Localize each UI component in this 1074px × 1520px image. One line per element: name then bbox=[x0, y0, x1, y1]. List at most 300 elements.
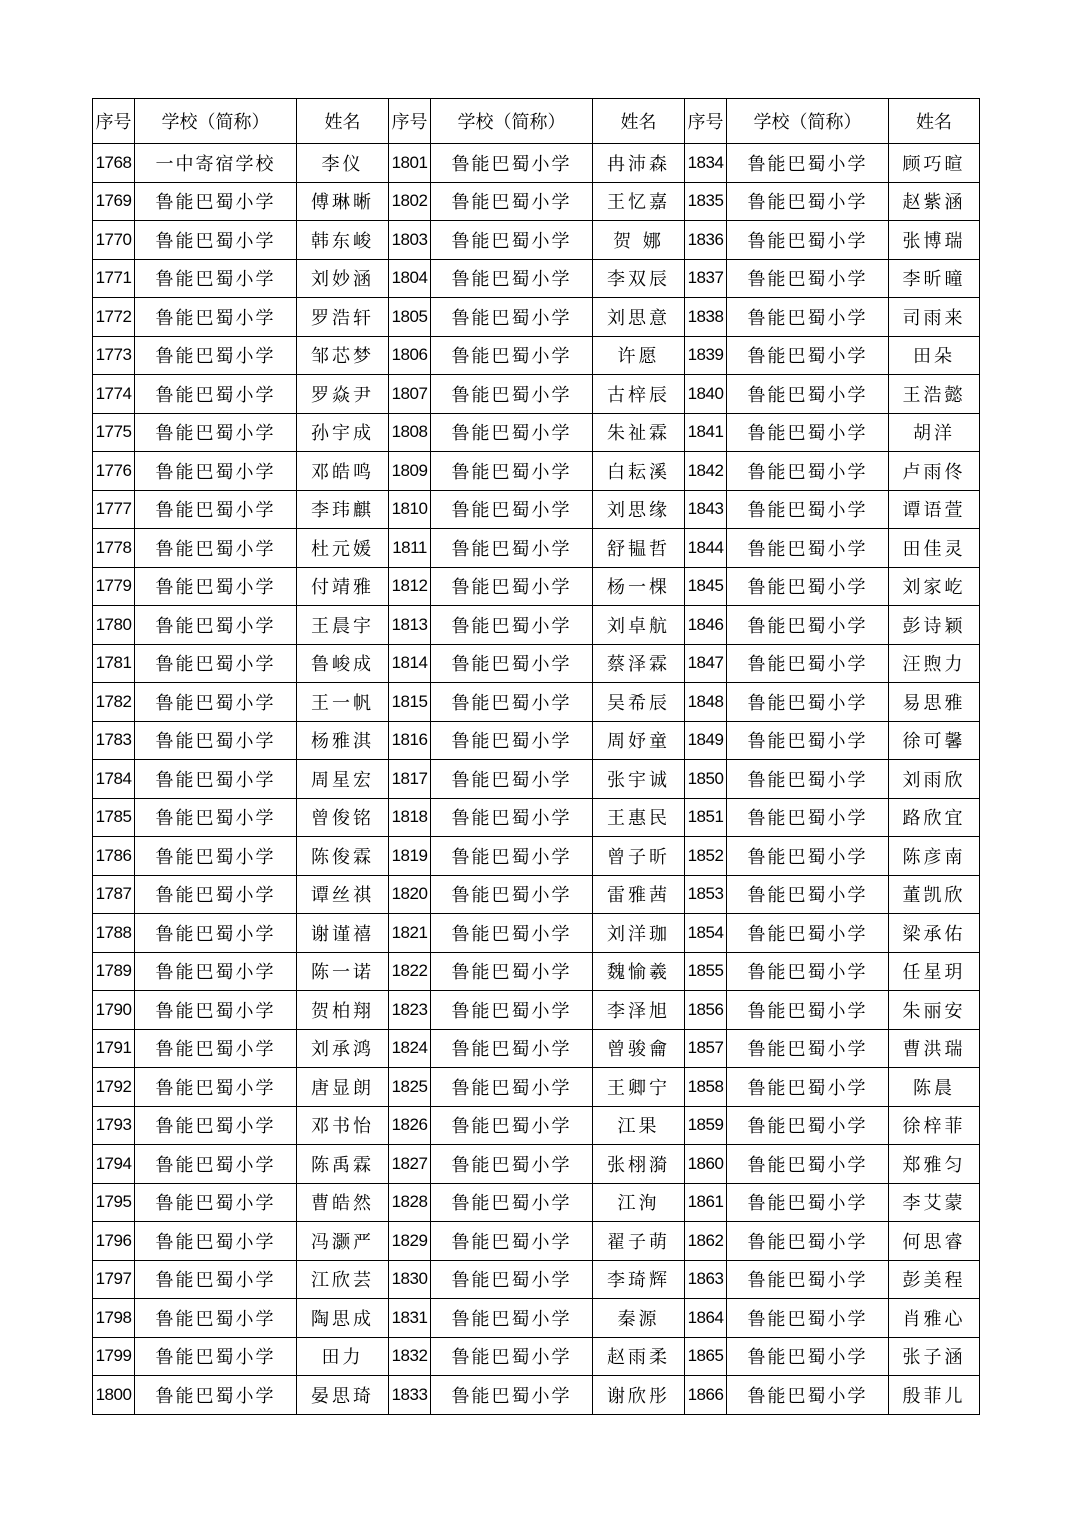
seq-cell: 1785 bbox=[93, 798, 135, 837]
student-name-cell: 傅琳晰 bbox=[297, 182, 389, 221]
seq-cell: 1836 bbox=[685, 221, 727, 260]
header-row bbox=[93, 99, 980, 144]
school-cell: 鲁能巴蜀小学 bbox=[431, 760, 593, 799]
seq-cell: 1812 bbox=[389, 567, 431, 606]
student-name-cell: 江果 bbox=[593, 1106, 685, 1145]
student-name-cell: 陈晨 bbox=[889, 1068, 980, 1107]
seq-cell: 1844 bbox=[685, 529, 727, 568]
table-row bbox=[93, 1299, 980, 1338]
school-cell: 鲁能巴蜀小学 bbox=[431, 1260, 593, 1299]
seq-cell: 1818 bbox=[389, 798, 431, 837]
school-cell: 一中寄宿学校 bbox=[135, 144, 297, 183]
seq-cell: 1779 bbox=[93, 567, 135, 606]
student-name-cell: 周星宏 bbox=[297, 760, 389, 799]
seq-cell: 1804 bbox=[389, 259, 431, 298]
student-name-cell: 李玮麒 bbox=[297, 490, 389, 529]
seq-cell: 1849 bbox=[685, 721, 727, 760]
table-row bbox=[93, 375, 980, 414]
student-name-cell: 李昕曈 bbox=[889, 259, 980, 298]
school-cell: 鲁能巴蜀小学 bbox=[135, 182, 297, 221]
school-cell: 鲁能巴蜀小学 bbox=[431, 875, 593, 914]
table-row bbox=[93, 221, 980, 260]
seq-cell: 1863 bbox=[685, 1260, 727, 1299]
seq-cell: 1768 bbox=[93, 144, 135, 183]
school-cell: 鲁能巴蜀小学 bbox=[727, 952, 889, 991]
school-cell: 鲁能巴蜀小学 bbox=[135, 1222, 297, 1261]
student-name-cell: 付靖雅 bbox=[297, 567, 389, 606]
student-name-cell: 王一帆 bbox=[297, 683, 389, 722]
school-cell: 鲁能巴蜀小学 bbox=[135, 529, 297, 568]
student-name-cell: 刘雨欣 bbox=[889, 760, 980, 799]
school-cell: 鲁能巴蜀小学 bbox=[431, 1376, 593, 1415]
student-name-cell: 赵雨柔 bbox=[593, 1337, 685, 1376]
school-cell: 鲁能巴蜀小学 bbox=[135, 1183, 297, 1222]
school-cell: 鲁能巴蜀小学 bbox=[727, 490, 889, 529]
school-cell: 鲁能巴蜀小学 bbox=[727, 1222, 889, 1261]
table-row bbox=[93, 606, 980, 645]
student-name-cell: 陈一诺 bbox=[297, 952, 389, 991]
seq-cell: 1787 bbox=[93, 875, 135, 914]
seq-cell: 1811 bbox=[389, 529, 431, 568]
table-row bbox=[93, 721, 980, 760]
table-row bbox=[93, 298, 980, 337]
school-cell: 鲁能巴蜀小学 bbox=[135, 798, 297, 837]
seq-cell: 1795 bbox=[93, 1183, 135, 1222]
school-cell: 鲁能巴蜀小学 bbox=[431, 1183, 593, 1222]
school-cell: 鲁能巴蜀小学 bbox=[431, 452, 593, 491]
seq-cell: 1808 bbox=[389, 413, 431, 452]
student-name-cell: 白耘溪 bbox=[593, 452, 685, 491]
school-cell: 鲁能巴蜀小学 bbox=[135, 606, 297, 645]
table-row bbox=[93, 567, 980, 606]
seq-cell: 1839 bbox=[685, 336, 727, 375]
school-cell: 鲁能巴蜀小学 bbox=[727, 182, 889, 221]
seq-cell: 1781 bbox=[93, 644, 135, 683]
seq-cell: 1865 bbox=[685, 1337, 727, 1376]
seq-cell: 1851 bbox=[685, 798, 727, 837]
school-cell: 鲁能巴蜀小学 bbox=[727, 798, 889, 837]
student-name-cell: 鲁峻成 bbox=[297, 644, 389, 683]
seq-cell: 1793 bbox=[93, 1106, 135, 1145]
student-name-cell: 胡洋 bbox=[889, 413, 980, 452]
seq-cell: 1848 bbox=[685, 683, 727, 722]
student-name-cell: 田朵 bbox=[889, 336, 980, 375]
seq-cell: 1829 bbox=[389, 1222, 431, 1261]
student-name-cell: 朱丽安 bbox=[889, 991, 980, 1030]
roster-table bbox=[92, 98, 980, 1415]
seq-cell: 1838 bbox=[685, 298, 727, 337]
school-cell: 鲁能巴蜀小学 bbox=[727, 914, 889, 953]
student-name-cell: 彭诗颖 bbox=[889, 606, 980, 645]
school-cell: 鲁能巴蜀小学 bbox=[431, 1029, 593, 1068]
student-name-cell: 谭丝祺 bbox=[297, 875, 389, 914]
seq-cell: 1775 bbox=[93, 413, 135, 452]
seq-cell: 1776 bbox=[93, 452, 135, 491]
seq-cell: 1855 bbox=[685, 952, 727, 991]
school-cell: 鲁能巴蜀小学 bbox=[135, 1145, 297, 1184]
school-cell: 鲁能巴蜀小学 bbox=[431, 914, 593, 953]
student-name-cell: 孙宇成 bbox=[297, 413, 389, 452]
student-name-cell: 刘妙涵 bbox=[297, 259, 389, 298]
student-name-cell: 罗焱尹 bbox=[297, 375, 389, 414]
school-cell: 鲁能巴蜀小学 bbox=[431, 721, 593, 760]
school-cell: 鲁能巴蜀小学 bbox=[431, 375, 593, 414]
student-name-cell: 肖雅心 bbox=[889, 1299, 980, 1338]
seq-cell: 1782 bbox=[93, 683, 135, 722]
student-name-cell: 易思雅 bbox=[889, 683, 980, 722]
seq-cell: 1800 bbox=[93, 1376, 135, 1415]
school-cell: 鲁能巴蜀小学 bbox=[135, 490, 297, 529]
seq-cell: 1840 bbox=[685, 375, 727, 414]
seq-cell: 1798 bbox=[93, 1299, 135, 1338]
school-cell: 鲁能巴蜀小学 bbox=[727, 452, 889, 491]
table-row bbox=[93, 259, 980, 298]
student-name-cell: 汪煦力 bbox=[889, 644, 980, 683]
student-name-cell: 田力 bbox=[297, 1337, 389, 1376]
col-header-name: 姓名 bbox=[297, 99, 389, 144]
student-name-cell: 许愿 bbox=[593, 336, 685, 375]
student-name-cell: 杨一棵 bbox=[593, 567, 685, 606]
table-row bbox=[93, 760, 980, 799]
school-cell: 鲁能巴蜀小学 bbox=[431, 336, 593, 375]
student-name-cell: 杜元媛 bbox=[297, 529, 389, 568]
school-cell: 鲁能巴蜀小学 bbox=[135, 298, 297, 337]
seq-cell: 1828 bbox=[389, 1183, 431, 1222]
seq-cell: 1830 bbox=[389, 1260, 431, 1299]
seq-cell: 1824 bbox=[389, 1029, 431, 1068]
seq-cell: 1843 bbox=[685, 490, 727, 529]
student-name-cell: 冉沛森 bbox=[593, 144, 685, 183]
seq-cell: 1817 bbox=[389, 760, 431, 799]
seq-cell: 1770 bbox=[93, 221, 135, 260]
school-cell: 鲁能巴蜀小学 bbox=[135, 991, 297, 1030]
table-row bbox=[93, 182, 980, 221]
student-name-cell: 梁承佑 bbox=[889, 914, 980, 953]
roster-body bbox=[93, 144, 980, 1415]
seq-cell: 1835 bbox=[685, 182, 727, 221]
school-cell: 鲁能巴蜀小学 bbox=[727, 144, 889, 183]
school-cell: 鲁能巴蜀小学 bbox=[727, 529, 889, 568]
student-name-cell: 张子涵 bbox=[889, 1337, 980, 1376]
school-cell: 鲁能巴蜀小学 bbox=[431, 606, 593, 645]
col-header-name: 姓名 bbox=[593, 99, 685, 144]
seq-cell: 1814 bbox=[389, 644, 431, 683]
seq-cell: 1842 bbox=[685, 452, 727, 491]
col-header-name: 姓名 bbox=[889, 99, 980, 144]
school-cell: 鲁能巴蜀小学 bbox=[727, 1029, 889, 1068]
student-name-cell: 晏思琦 bbox=[297, 1376, 389, 1415]
student-name-cell: 古梓辰 bbox=[593, 375, 685, 414]
school-cell: 鲁能巴蜀小学 bbox=[135, 1260, 297, 1299]
seq-cell: 1827 bbox=[389, 1145, 431, 1184]
student-name-cell: 谢谨禧 bbox=[297, 914, 389, 953]
student-name-cell: 刘卓航 bbox=[593, 606, 685, 645]
seq-cell: 1819 bbox=[389, 837, 431, 876]
school-cell: 鲁能巴蜀小学 bbox=[431, 1299, 593, 1338]
school-cell: 鲁能巴蜀小学 bbox=[135, 1029, 297, 1068]
table-row bbox=[93, 991, 980, 1030]
school-cell: 鲁能巴蜀小学 bbox=[135, 567, 297, 606]
school-cell: 鲁能巴蜀小学 bbox=[431, 567, 593, 606]
school-cell: 鲁能巴蜀小学 bbox=[431, 1337, 593, 1376]
seq-cell: 1805 bbox=[389, 298, 431, 337]
school-cell: 鲁能巴蜀小学 bbox=[431, 1068, 593, 1107]
seq-cell: 1816 bbox=[389, 721, 431, 760]
school-cell: 鲁能巴蜀小学 bbox=[431, 644, 593, 683]
school-cell: 鲁能巴蜀小学 bbox=[431, 991, 593, 1030]
seq-cell: 1792 bbox=[93, 1068, 135, 1107]
school-cell: 鲁能巴蜀小学 bbox=[135, 452, 297, 491]
school-cell: 鲁能巴蜀小学 bbox=[135, 683, 297, 722]
student-name-cell: 任星玥 bbox=[889, 952, 980, 991]
student-name-cell: 卢雨佟 bbox=[889, 452, 980, 491]
student-name-cell: 陈彦南 bbox=[889, 837, 980, 876]
school-cell: 鲁能巴蜀小学 bbox=[727, 413, 889, 452]
table-row bbox=[93, 1068, 980, 1107]
school-cell: 鲁能巴蜀小学 bbox=[135, 1106, 297, 1145]
school-cell: 鲁能巴蜀小学 bbox=[727, 606, 889, 645]
student-name-cell: 冯灏严 bbox=[297, 1222, 389, 1261]
school-cell: 鲁能巴蜀小学 bbox=[727, 375, 889, 414]
school-cell: 鲁能巴蜀小学 bbox=[727, 1106, 889, 1145]
student-name-cell: 刘承鸿 bbox=[297, 1029, 389, 1068]
student-name-cell: 江欣芸 bbox=[297, 1260, 389, 1299]
table-row bbox=[93, 837, 980, 876]
school-cell: 鲁能巴蜀小学 bbox=[135, 259, 297, 298]
student-name-cell: 彭美程 bbox=[889, 1260, 980, 1299]
table-row bbox=[93, 1106, 980, 1145]
seq-cell: 1774 bbox=[93, 375, 135, 414]
student-name-cell: 田佳灵 bbox=[889, 529, 980, 568]
seq-cell: 1790 bbox=[93, 991, 135, 1030]
seq-cell: 1856 bbox=[685, 991, 727, 1030]
table-row bbox=[93, 683, 980, 722]
seq-cell: 1773 bbox=[93, 336, 135, 375]
table-row bbox=[93, 644, 980, 683]
table-row bbox=[93, 952, 980, 991]
school-cell: 鲁能巴蜀小学 bbox=[431, 298, 593, 337]
col-header-seq: 序号 bbox=[685, 99, 727, 144]
school-cell: 鲁能巴蜀小学 bbox=[431, 221, 593, 260]
school-cell: 鲁能巴蜀小学 bbox=[727, 683, 889, 722]
student-name-cell: 唐显朗 bbox=[297, 1068, 389, 1107]
student-name-cell: 曾子昕 bbox=[593, 837, 685, 876]
school-cell: 鲁能巴蜀小学 bbox=[135, 1376, 297, 1415]
seq-cell: 1789 bbox=[93, 952, 135, 991]
school-cell: 鲁能巴蜀小学 bbox=[727, 1299, 889, 1338]
student-name-cell: 罗浩轩 bbox=[297, 298, 389, 337]
student-name-cell: 曾俊铭 bbox=[297, 798, 389, 837]
school-cell: 鲁能巴蜀小学 bbox=[135, 644, 297, 683]
school-cell: 鲁能巴蜀小学 bbox=[135, 1337, 297, 1376]
student-name-cell: 曾骏龠 bbox=[593, 1029, 685, 1068]
school-cell: 鲁能巴蜀小学 bbox=[431, 952, 593, 991]
school-cell: 鲁能巴蜀小学 bbox=[727, 221, 889, 260]
student-name-cell: 张博瑞 bbox=[889, 221, 980, 260]
student-name-cell: 翟子萌 bbox=[593, 1222, 685, 1261]
seq-cell: 1777 bbox=[93, 490, 135, 529]
school-cell: 鲁能巴蜀小学 bbox=[727, 837, 889, 876]
seq-cell: 1859 bbox=[685, 1106, 727, 1145]
seq-cell: 1847 bbox=[685, 644, 727, 683]
student-name-cell: 郑雅匀 bbox=[889, 1145, 980, 1184]
seq-cell: 1837 bbox=[685, 259, 727, 298]
seq-cell: 1825 bbox=[389, 1068, 431, 1107]
school-cell: 鲁能巴蜀小学 bbox=[135, 413, 297, 452]
school-cell: 鲁能巴蜀小学 bbox=[727, 567, 889, 606]
student-name-cell: 司雨来 bbox=[889, 298, 980, 337]
seq-cell: 1771 bbox=[93, 259, 135, 298]
student-name-cell: 朱祉霖 bbox=[593, 413, 685, 452]
table-row bbox=[93, 914, 980, 953]
school-cell: 鲁能巴蜀小学 bbox=[727, 991, 889, 1030]
student-name-cell: 魏愉羲 bbox=[593, 952, 685, 991]
school-cell: 鲁能巴蜀小学 bbox=[135, 837, 297, 876]
school-cell: 鲁能巴蜀小学 bbox=[135, 1299, 297, 1338]
seq-cell: 1845 bbox=[685, 567, 727, 606]
student-name-cell: 邹芯梦 bbox=[297, 336, 389, 375]
student-name-cell: 贺柏翔 bbox=[297, 991, 389, 1030]
school-cell: 鲁能巴蜀小学 bbox=[135, 760, 297, 799]
seq-cell: 1866 bbox=[685, 1376, 727, 1415]
seq-cell: 1797 bbox=[93, 1260, 135, 1299]
seq-cell: 1832 bbox=[389, 1337, 431, 1376]
student-name-cell: 王卿宁 bbox=[593, 1068, 685, 1107]
table-row bbox=[93, 144, 980, 183]
seq-cell: 1796 bbox=[93, 1222, 135, 1261]
school-cell: 鲁能巴蜀小学 bbox=[135, 914, 297, 953]
seq-cell: 1850 bbox=[685, 760, 727, 799]
table-row bbox=[93, 452, 980, 491]
seq-cell: 1861 bbox=[685, 1183, 727, 1222]
student-name-cell: 秦源 bbox=[593, 1299, 685, 1338]
student-name-cell: 徐梓菲 bbox=[889, 1106, 980, 1145]
student-name-cell: 徐可馨 bbox=[889, 721, 980, 760]
table-row bbox=[93, 490, 980, 529]
student-name-cell: 李仪 bbox=[297, 144, 389, 183]
col-header-school: 学校（简称） bbox=[727, 99, 889, 144]
school-cell: 鲁能巴蜀小学 bbox=[431, 490, 593, 529]
school-cell: 鲁能巴蜀小学 bbox=[727, 1183, 889, 1222]
student-name-cell: 刘思意 bbox=[593, 298, 685, 337]
school-cell: 鲁能巴蜀小学 bbox=[431, 1145, 593, 1184]
seq-cell: 1803 bbox=[389, 221, 431, 260]
seq-cell: 1821 bbox=[389, 914, 431, 953]
seq-cell: 1801 bbox=[389, 144, 431, 183]
student-name-cell: 周妤童 bbox=[593, 721, 685, 760]
seq-cell: 1820 bbox=[389, 875, 431, 914]
student-name-cell: 刘洋珈 bbox=[593, 914, 685, 953]
seq-cell: 1783 bbox=[93, 721, 135, 760]
student-name-cell: 曹皓然 bbox=[297, 1183, 389, 1222]
student-name-cell: 贺 娜 bbox=[593, 221, 685, 260]
col-header-seq: 序号 bbox=[93, 99, 135, 144]
school-cell: 鲁能巴蜀小学 bbox=[727, 644, 889, 683]
student-name-cell: 李艾蒙 bbox=[889, 1183, 980, 1222]
table-row bbox=[93, 1222, 980, 1261]
col-header-seq: 序号 bbox=[389, 99, 431, 144]
seq-cell: 1791 bbox=[93, 1029, 135, 1068]
student-name-cell: 李双辰 bbox=[593, 259, 685, 298]
table-row bbox=[93, 336, 980, 375]
student-name-cell: 张宇诚 bbox=[593, 760, 685, 799]
student-name-cell: 刘家屹 bbox=[889, 567, 980, 606]
seq-cell: 1813 bbox=[389, 606, 431, 645]
student-name-cell: 殷菲儿 bbox=[889, 1376, 980, 1415]
seq-cell: 1852 bbox=[685, 837, 727, 876]
student-name-cell: 邓书怡 bbox=[297, 1106, 389, 1145]
school-cell: 鲁能巴蜀小学 bbox=[135, 721, 297, 760]
table-row bbox=[93, 1376, 980, 1415]
seq-cell: 1862 bbox=[685, 1222, 727, 1261]
student-name-cell: 陶思成 bbox=[297, 1299, 389, 1338]
school-cell: 鲁能巴蜀小学 bbox=[431, 1106, 593, 1145]
school-cell: 鲁能巴蜀小学 bbox=[727, 875, 889, 914]
seq-cell: 1857 bbox=[685, 1029, 727, 1068]
seq-cell: 1834 bbox=[685, 144, 727, 183]
table-row bbox=[93, 1260, 980, 1299]
school-cell: 鲁能巴蜀小学 bbox=[727, 1337, 889, 1376]
seq-cell: 1786 bbox=[93, 837, 135, 876]
student-name-cell: 赵紫涵 bbox=[889, 182, 980, 221]
school-cell: 鲁能巴蜀小学 bbox=[431, 182, 593, 221]
table-row bbox=[93, 798, 980, 837]
seq-cell: 1769 bbox=[93, 182, 135, 221]
student-name-cell: 雷雅茜 bbox=[593, 875, 685, 914]
table-row bbox=[93, 875, 980, 914]
table-row bbox=[93, 1029, 980, 1068]
seq-cell: 1806 bbox=[389, 336, 431, 375]
student-name-cell: 吴希辰 bbox=[593, 683, 685, 722]
student-name-cell: 舒韫哲 bbox=[593, 529, 685, 568]
seq-cell: 1794 bbox=[93, 1145, 135, 1184]
school-cell: 鲁能巴蜀小学 bbox=[431, 529, 593, 568]
school-cell: 鲁能巴蜀小学 bbox=[727, 760, 889, 799]
table-row bbox=[93, 1337, 980, 1376]
student-name-cell: 王晨宇 bbox=[297, 606, 389, 645]
school-cell: 鲁能巴蜀小学 bbox=[135, 1068, 297, 1107]
school-cell: 鲁能巴蜀小学 bbox=[431, 144, 593, 183]
school-cell: 鲁能巴蜀小学 bbox=[431, 798, 593, 837]
seq-cell: 1809 bbox=[389, 452, 431, 491]
student-name-cell: 曹洪瑞 bbox=[889, 1029, 980, 1068]
seq-cell: 1802 bbox=[389, 182, 431, 221]
student-name-cell: 顾巧暄 bbox=[889, 144, 980, 183]
school-cell: 鲁能巴蜀小学 bbox=[727, 1068, 889, 1107]
seq-cell: 1807 bbox=[389, 375, 431, 414]
table-row bbox=[93, 529, 980, 568]
school-cell: 鲁能巴蜀小学 bbox=[431, 837, 593, 876]
student-name-cell: 路欣宜 bbox=[889, 798, 980, 837]
school-cell: 鲁能巴蜀小学 bbox=[727, 336, 889, 375]
student-name-cell: 邓皓鸣 bbox=[297, 452, 389, 491]
school-cell: 鲁能巴蜀小学 bbox=[135, 952, 297, 991]
seq-cell: 1772 bbox=[93, 298, 135, 337]
student-name-cell: 张栩漪 bbox=[593, 1145, 685, 1184]
table-row bbox=[93, 1145, 980, 1184]
student-name-cell: 王忆嘉 bbox=[593, 182, 685, 221]
seq-cell: 1860 bbox=[685, 1145, 727, 1184]
student-name-cell: 李泽旭 bbox=[593, 991, 685, 1030]
seq-cell: 1788 bbox=[93, 914, 135, 953]
school-cell: 鲁能巴蜀小学 bbox=[431, 259, 593, 298]
school-cell: 鲁能巴蜀小学 bbox=[135, 875, 297, 914]
seq-cell: 1853 bbox=[685, 875, 727, 914]
seq-cell: 1841 bbox=[685, 413, 727, 452]
seq-cell: 1799 bbox=[93, 1337, 135, 1376]
seq-cell: 1815 bbox=[389, 683, 431, 722]
table-row bbox=[93, 1183, 980, 1222]
